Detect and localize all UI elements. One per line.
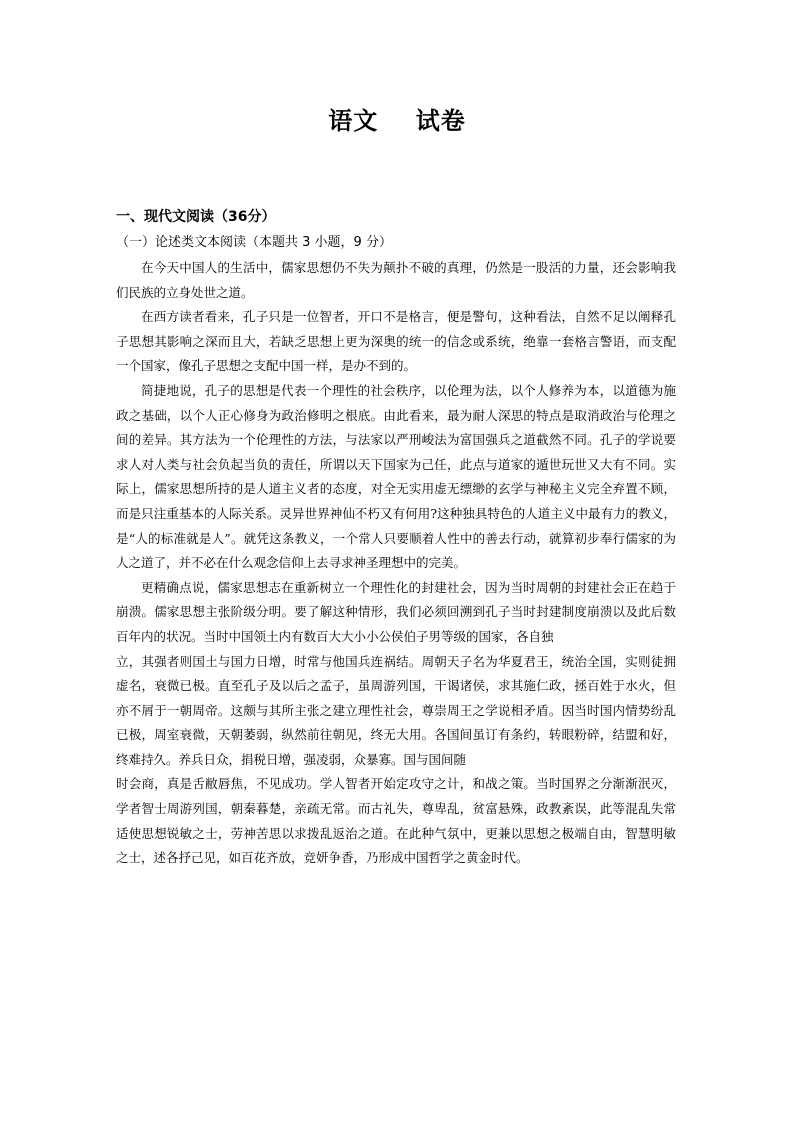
paragraph: 立，其强者则国土与国力日增，时常与他国兵连祸结。周朝天子名为华夏君王，统治全国，实则徒拥虚名，衰微已极。直至孔子及以后之孟子，虽周游列国，干谒诸侯，求其施仁政，拯百姓于水火，但亦不屑于一朝周帝。这颇与其所主张之建立理性社会，尊崇周王之学说相矛盾。因当时国内情势纷乱已极，周室衰微，天朝萎弱，纵然前往朝见，终无大用。各国间虽订有条约，转眼粉碎，结盟和好，终难持久。养兵日众，捐税日增，强凌弱，众暴寡。国与国间随 (116, 653, 676, 767)
section-heading: 一、现代文阅读（36分） (116, 209, 276, 225)
paragraph: 在西方读者看来，孔子只是一位智者，开口不是格言，便是警句，这种看法，自然不足以阐释孔子思想其影响之深而且大，若缺乏思想上更为深奥的统一的信念或系统，绝靠一套格言警语，而支配一个国家，像孔子思想之支配中国一样，是办不到的。 (116, 309, 676, 374)
paragraph: 在今天中国人的生活中，儒家思想仍不失为颠扑不破的真理，仍然是一股活的力量，还会影响我们民族的立身处世之道。 (116, 260, 676, 300)
paragraph: 更精确点说，儒家思想志在重新树立一个理性化的封建社会，因为当时周朝的封建社会正在趋于崩溃。儒家思想主张阶级分明。要了解这种情形，我们必须回溯到孔子当时封建制度崩溃以及此后数百年内的状况。当时中国领土内有数百大大小小公侯伯子男等级的国家，各自独 (116, 579, 676, 644)
paragraph: 简捷地说，孔子的思想是代表一个理性的社会秩序，以伦理为法，以个人修养为本，以道德为施政之基础，以个人正心修身为政治修明之根底。由此看来，最为耐人深思的特点是取消政治与伦理之间的差异。其方法为一个伦理性的方法，与法家以严刑峻法为富国强兵之道截然不同。孔子的学说要求人对人类与社会负起当负的责任，所谓以天下国家为己任，此点与道家的遁世玩世又大有不同。实际上，儒家思想所持的是人道主义者的态度，对全无实用虚无缥缈的玄学与神秘主义完全弃置不顾，而是只注重基本的人际关系。灵异世界神仙不朽又有何用?这种独具特色的人道主义中最有力的教义，是“人的标准就是人”。就凭这条教义，一个常人只要顺着人性中的善去行动，就算初步奉行儒家的为人之道了，并不必在什么观念信仰上去寻求神圣理想中的完美。 (116, 382, 676, 571)
reading-passage (116, 256, 676, 871)
paragraph: 时会商，真是舌敝唇焦，不见成功。学人智者开始定攻守之计，和战之策。当时国界之分渐渐泯灭，学者智士周游列国，朝秦暮楚，亲疏无常。而古礼失，尊卑乱，贫富悬殊，政教紊误，此等混乱失常适使思想锐敏之士，劳神苦思以求拨乱返治之道。在此种气氛中，更兼以思想之极端自由，智慧明敏之士，述各抒己见，如百花齐放，竞妍争香，乃形成中国哲学之黄金时代。 (116, 776, 676, 866)
subsection-heading: （一）论述类文本阅读（本题共 3 小题，9 分） (116, 235, 392, 250)
page-title: 语文 试卷 (328, 106, 466, 135)
